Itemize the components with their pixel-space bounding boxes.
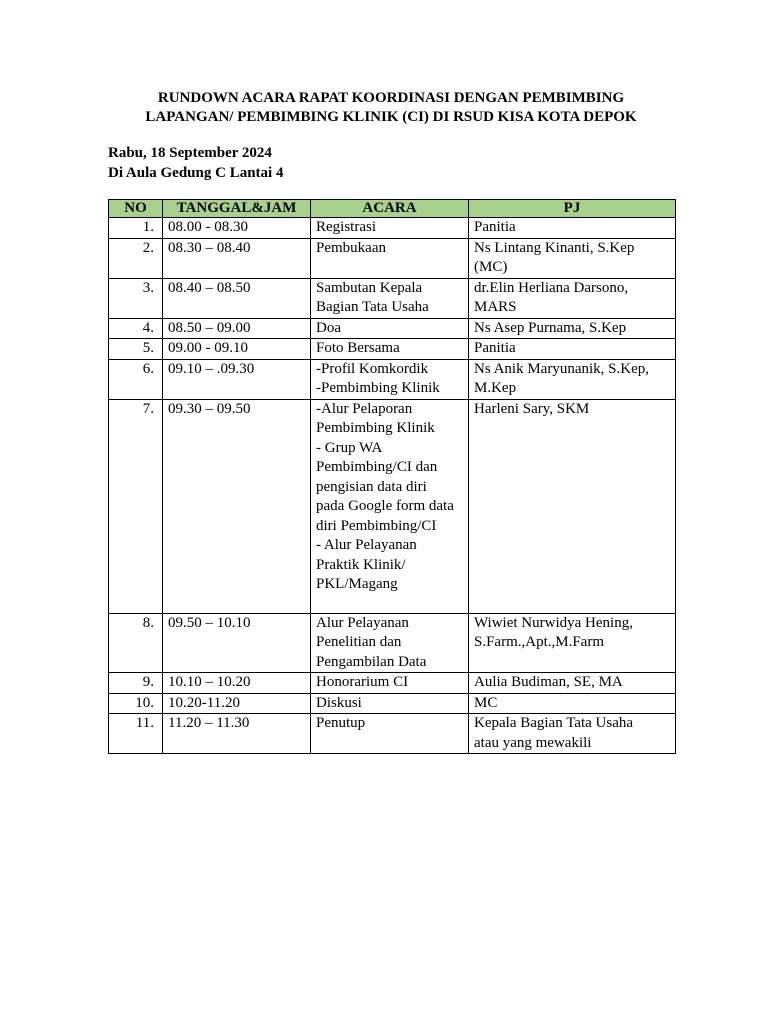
header-no: NO (109, 200, 163, 218)
acara-line: -Pembimbing Klinik (316, 380, 440, 396)
table-row (109, 613, 676, 673)
pj-line: MARS (474, 299, 517, 315)
acara-line: Sambutan Kepala (316, 279, 423, 296)
cell-acara (311, 278, 469, 318)
header-pj: PJ (469, 200, 676, 218)
pj-line: Wiwiet Nurwidya Hening, (474, 614, 633, 631)
cell-time: 09.30 – 09.50 (163, 399, 311, 613)
cell-time: 08.00 - 08.30 (163, 218, 311, 239)
cell-no: 3. (109, 278, 163, 318)
cell-no: 7. (109, 399, 163, 613)
acara-line: -Alur Pelaporan (316, 400, 413, 417)
cell-time: 08.40 – 08.50 (163, 278, 311, 318)
acara-line: Foto Bersama (316, 340, 400, 356)
pj-line: Panitia (474, 219, 516, 235)
cell-no: 5. (109, 339, 163, 360)
cell-acara (311, 714, 469, 754)
pj-line: atau yang mewakili (474, 734, 592, 751)
cell-acara (311, 673, 469, 694)
table-row (109, 673, 676, 694)
acara-line: -Profil Komkordik (316, 360, 429, 377)
cell-no: 2. (109, 238, 163, 278)
cell-acara (311, 613, 469, 673)
table-row (109, 714, 676, 754)
cell-time: 08.50 – 09.00 (163, 318, 311, 339)
cell-pj (469, 613, 676, 673)
header-acara: ACARA (311, 200, 469, 218)
cell-no: 10. (109, 693, 163, 714)
pj-line: Ns Anik Maryunanik, S.Kep, (474, 360, 649, 377)
table-row (109, 399, 676, 613)
acara-line: PKL/Magang (316, 576, 398, 592)
table-row (109, 693, 676, 714)
acara-line: pengisian data diri (316, 478, 427, 495)
acara-line: Doa (316, 319, 341, 336)
cell-no: 6. (109, 359, 163, 399)
table-row (109, 359, 676, 399)
cell-no: 1. (109, 218, 163, 239)
acara-line: Pengambilan Data (316, 653, 427, 670)
cell-acara (311, 218, 469, 239)
acara-line: Diskusi (316, 694, 362, 711)
title-line-1: RUNDOWN ACARA RAPAT KOORDINASI DENGAN PEMBIMBING (157, 90, 625, 106)
cell-time: 09.00 - 09.10 (163, 339, 311, 360)
table-row (109, 339, 676, 360)
cell-pj (469, 693, 676, 714)
pj-line: M.Kep (474, 380, 517, 396)
table-row (109, 218, 676, 239)
table-header-row (109, 200, 676, 218)
pj-line: Aulia Budiman, SE, MA (474, 674, 623, 690)
acara-line: Alur Pelayanan (316, 614, 409, 631)
pj-line: Kepala Bagian Tata Usaha (474, 715, 634, 731)
cell-acara (311, 318, 469, 339)
acara-line: Penelitian dan (316, 634, 402, 650)
pj-line: Harleni Sary, SKM (474, 400, 590, 417)
acara-line: - Alur Pelayanan (316, 537, 417, 553)
cell-pj (469, 278, 676, 318)
document-title (108, 89, 674, 127)
cell-time: 11.20 – 11.30 (163, 714, 311, 754)
cell-acara (311, 693, 469, 714)
cell-pj (469, 218, 676, 239)
rundown-table (108, 199, 676, 754)
pj-line: Panitia (474, 340, 516, 356)
cell-no: 4. (109, 318, 163, 339)
cell-pj (469, 238, 676, 278)
pj-line: Ns Asep Purnama, S.Kep (474, 319, 627, 336)
pj-line: dr.Elin Herliana Darsono, (474, 279, 629, 296)
cell-time: 09.50 – 10.10 (163, 613, 311, 673)
cell-acara (311, 399, 469, 613)
acara-line: Pembukaan (316, 239, 386, 256)
cell-pj (469, 399, 676, 613)
cell-no: 11. (109, 714, 163, 754)
pj-line: (MC) (474, 259, 508, 275)
acara-line: Bagian Tata Usaha (316, 299, 429, 315)
event-date: Rabu, 18 September 2024 (108, 145, 272, 161)
acara-line: - Grup WA (316, 439, 383, 456)
event-info (108, 144, 283, 183)
pj-line: MC (474, 694, 498, 711)
acara-line: diri Pembimbing/CI (316, 517, 437, 534)
acara-line: Pembimbing/CI dan (316, 459, 438, 475)
cell-time: 10.10 – 10.20 (163, 673, 311, 694)
acara-line: Honorarium CI (316, 674, 409, 690)
cell-pj (469, 359, 676, 399)
event-place: Di Aula Gedung C Lantai 4 (108, 164, 284, 181)
cell-no: 9. (109, 673, 163, 694)
cell-acara (311, 238, 469, 278)
cell-pj (469, 339, 676, 360)
acara-line: Praktik Klinik/ (316, 556, 406, 573)
cell-pj (469, 318, 676, 339)
cell-time: 10.20-11.20 (163, 693, 311, 714)
pj-line: S.Farm.,Apt.,M.Farm (474, 634, 605, 650)
cell-no: 8. (109, 613, 163, 673)
cell-time: 08.30 – 08.40 (163, 238, 311, 278)
table-row (109, 278, 676, 318)
acara-line: Pembimbing Klinik (316, 420, 435, 436)
cell-acara (311, 359, 469, 399)
cell-pj (469, 714, 676, 754)
header-tanggal-jam: TANGGAL&JAM (163, 200, 311, 218)
title-line-2: LAPANGAN/ PEMBIMBING KLINIK (CI) DI RSUD KISA KOTA DEPOK (145, 109, 637, 125)
cell-time: 09.10 – .09.30 (163, 359, 311, 399)
table-row (109, 238, 676, 278)
acara-line: Penutup (316, 715, 366, 731)
pj-line: Ns Lintang Kinanti, S.Kep (474, 239, 635, 256)
cell-pj (469, 673, 676, 694)
cell-acara (311, 339, 469, 360)
acara-line: Registrasi (316, 219, 376, 235)
acara-line: pada Google form data (316, 498, 454, 514)
table-row (109, 318, 676, 339)
